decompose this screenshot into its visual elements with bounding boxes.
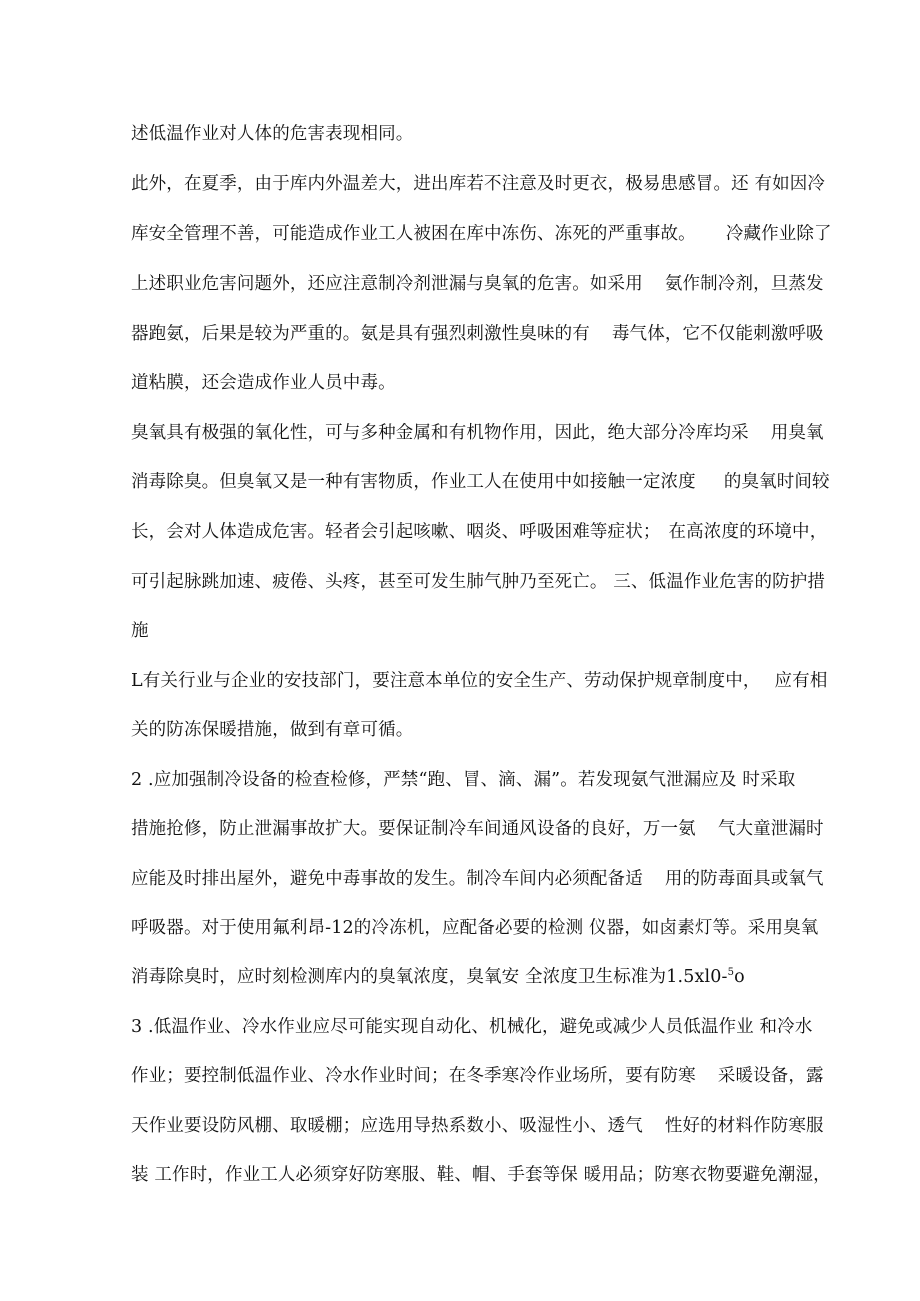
text-line: 库安全管理不善，可能造成作业工人被困在库中冻伤、冻死的严重事故。 冷藏作业除了	[131, 224, 832, 244]
text-line: 2 .应加强制冷设备的检查检修，严禁“跑、冒、滴、漏”。若发现氨气泄漏应及 时采取	[131, 770, 796, 790]
text-line: 3 .低温作业、冷水作业应尽可能实现自动化、机械化，避免或减少人员低温作业 和冷水	[131, 1017, 813, 1037]
text-line: 消毒除臭。但臭氧又是一种有害物质，作业工人在使用中如接触一定浓度 的臭氧时间较	[131, 472, 830, 492]
text-line: 述低温作业对人体的危害表现相同。	[131, 124, 414, 144]
text-line: 呼吸器。对于使用氟利昂-12的冷冻机，应配备必要的检测 仪器，如卤素灯等。采用臭氧	[131, 918, 819, 938]
text-line: 装 工作时，作业工人必须穿好防寒服、鞋、帽、手套等保 暖用品；防寒衣物要避免潮湿，	[131, 1165, 831, 1185]
text-line: 施	[131, 621, 149, 641]
text-line: 措施抢修，防止泄漏事故扩大。要保证制冷车间通风设备的良好，万一氨 气大童泄漏时	[131, 819, 824, 839]
text-line: 长，会对人体造成危害。轻者会引起咳嗽、咽炎、呼吸困难等症状； 在高浓度的环境中，	[131, 522, 828, 542]
text-line: 器跑氨，后果是较为严重的。氨是具有强烈刺激性臭味的有 毒气体，它不仅能刺激呼吸	[131, 324, 824, 344]
text-line: 道粘膜，还会造成作业人员中毒。	[131, 373, 396, 393]
text-line: 天作业要设防风棚、取暖棚；应选用导热系数小、吸湿性小、透气 性好的材料作防寒服	[131, 1116, 824, 1136]
text-line: 此外，在夏季，由于库内外温差大，进出库若不注意及时更衣，极易患感冒。还 有如因冷	[131, 174, 826, 194]
text-line: 臭氧具有极强的氧化性，可与多种金属和有机物作用，因此，绝大部分冷库均采 用臭氧	[131, 423, 824, 443]
text-line: 关的防冻保暖措施，做到有章可循。	[131, 720, 414, 740]
text-line: 消毒除臭时，应时刻检测库内的臭氧浓度，臭氧安 全浓度卫生标准为1.5xl0-$^5$o	[131, 967, 745, 987]
text-line: 上述职业危害问题外，还应注意制冷剂泄漏与臭氧的危害。如采用 氨作制冷剂，旦蒸发	[131, 274, 824, 294]
text-line: 应能及时排出屋外，避免中毒事故的发生。制冷车间内必须配备适 用的防毒面具或氧气	[131, 869, 824, 889]
text-line: 作业；要控制低温作业、冷水作业时间；在冬季寒冷作业场所，要有防寒 采暖设备，露	[131, 1066, 824, 1086]
superscript-exponent: 5	[727, 967, 735, 978]
text-line: L有关行业与企业的安技部门，要注意本单位的安全生产、劳动保护规章制度中， 应有相	[131, 671, 828, 691]
text-line: 可引起脉跳加速、疲倦、头疼，甚至可发生肺气肿乃至死亡。 三、低温作业危害的防护措	[131, 572, 826, 592]
